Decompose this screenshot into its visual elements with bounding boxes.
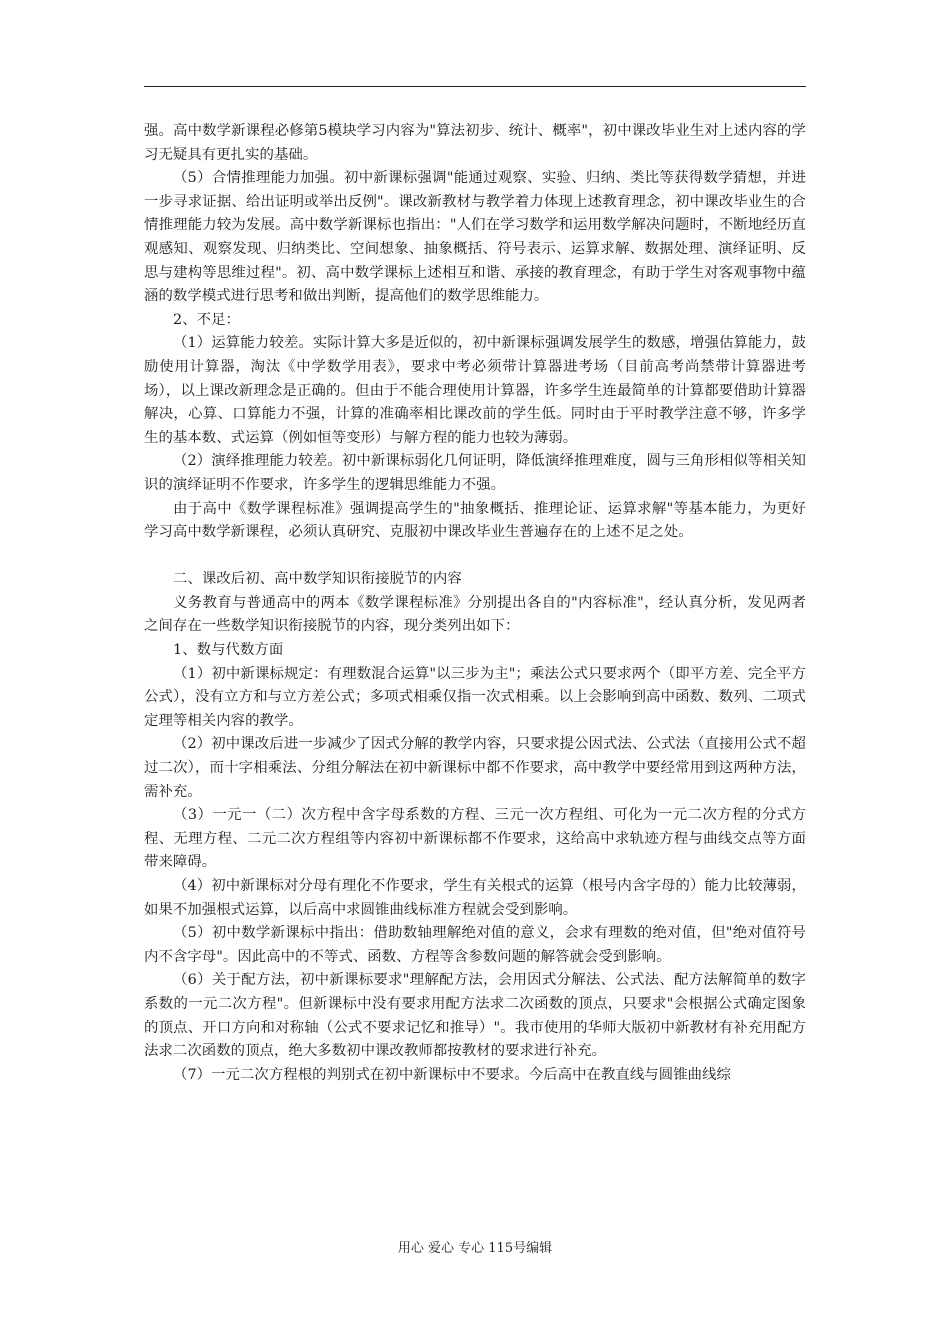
section-heading: 二、课改后初、高中数学知识衔接脱节的内容 — [173, 571, 462, 588]
paragraph: （5）合情推理能力加强。初中新课标强调"能通过观察、实验、归纳、类比等获得数学猜想，并进一步寻求证据、给出证明或举出反例"。课改新教材与教学着力体现上述教育理念，初中课改毕业生的合情推理能力较为发展。高中数学新课标也指出："人们在学习数学和运用数学解决问题时，不断地经历直观感知、观察发现、归纳类比、空间想象、抽象概括、符号表示、运算求解、数据处理、演绎证明、反思与建构等思维过程"。初、高中数学课标上述相互和谐、承接的教育理念，有助于学生对客观事物中蕴涵的数学模式进行思考和做出判断，提高他们的数学思维能力。 — [144, 170, 806, 305]
paragraph: 由于高中《数学课程标准》强调提高学生的"抽象概括、推理论证、运算求解"等基本能力，为更好学习高中数学新课程，必须认真研究、克服初中课改毕业生普遍存在的上述不足之处。 — [144, 500, 806, 541]
paragraph: （1）初中新课标规定：有理数混合运算"以三步为主"；乘法公式只要求两个（即平方差、完全平方公式），没有立方和与立方差公式；多项式相乘仅指一次式相乘。以上会影响到高中函数、数列、二项式定理等相关内容的教学。 — [144, 665, 806, 729]
blank-line — [144, 545, 806, 569]
paragraph: （5）初中数学新课标中指出：借助数轴理解绝对值的意义，会求有理数的绝对值，但"绝对值符号内不含字母"。因此高中的不等式、函数、方程等含参数问题的解答就会受到影响。 — [144, 925, 806, 965]
paragraph: （6）关于配方法，初中新课标要求"理解配方法，会用因式分解法、公式法、配方法解简单的数字系数的一元二次方程"。但新课标中没有要求用配方法求二次函数的顶点，只要求"会根据公式确定图象的顶点、开口方向和对称轴（公式不要求记忆和推导）"。我市使用的华师大版初中新教材有补充用配方法求二次函数的顶点，绝大多数初中课改教师都按教材的要求进行补充。 — [144, 972, 806, 1060]
section-heading: 1、数与代数方面 — [173, 642, 284, 659]
paragraph: （1）运算能力较差。实际计算大多是近似的，初中新课标强调发展学生的数感，增强估算能力，鼓励使用计算器，淘汰《中学数学用表》，要求中考必须带计算器进考场（目前高考尚禁带计算器进考场），以上课改新理念是正确的。但由于不能合理使用计算器，许多学生连最简单的计算都要借助计算器解决，心算、口算能力不强，计算的准确率相比课改前的学生低。同时由于平时教学注意不够，许多学生的基本数、式运算（例如恒等变形）与解方程的能力也较为薄弱。 — [144, 335, 806, 446]
document-body — [144, 120, 806, 1087]
paragraph: 强。高中数学新课程必修第5模块学习内容为"算法初步、统计、概率"，初中课改毕业生对上述内容的学习无疑具有更扎实的基础。 — [144, 123, 806, 163]
section-heading: 2、不足： — [173, 311, 240, 328]
paragraph: （2）演绎推理能力较差。初中新课标弱化几何证明，降低演绎推理难度，圆与三角形相似等相关知识的演绎证明不作要求，许多学生的逻辑思维能力不强。 — [144, 453, 806, 493]
paragraph: （2）初中课改后进一步减少了因式分解的教学内容，只要求提公因式法、公式法（直接用公式不超过二次），而十字相乘法、分组分解法在初中新课标中都不作要求，高中教学中要经常用到这两种方法，需补充。 — [144, 736, 806, 800]
paragraph: 义务教育与普通高中的两本《数学课程标准》分别提出各自的"内容标准"，经认真分析，发见两者之间存在一些数学知识衔接脱节的内容，现分类列出如下： — [144, 594, 806, 635]
paragraph: （7）一元二次方程根的判别式在初中新课标中不要求。今后高中在教直线与圆锥曲线综 — [173, 1066, 731, 1083]
paragraph: （3）一元一（二）次方程中含字母系数的方程、三元一次方程组、可化为一元二次方程的分式方程、无理方程、二元二次方程组等内容初中新课标都不作要求，这给高中求轨迹方程与曲线交点等方面带来障碍。 — [144, 807, 806, 871]
page-footer: 用心 爱心 专心 115号编辑 — [397, 1241, 553, 1256]
header-rule — [144, 86, 806, 87]
paragraph: （4）初中新课标对分母有理化不作要求，学生有关根式的运算（根号内含字母的）能力比较薄弱，如果不加强根式运算，以后高中求圆锥曲线标准方程就会受到影响。 — [144, 878, 806, 918]
